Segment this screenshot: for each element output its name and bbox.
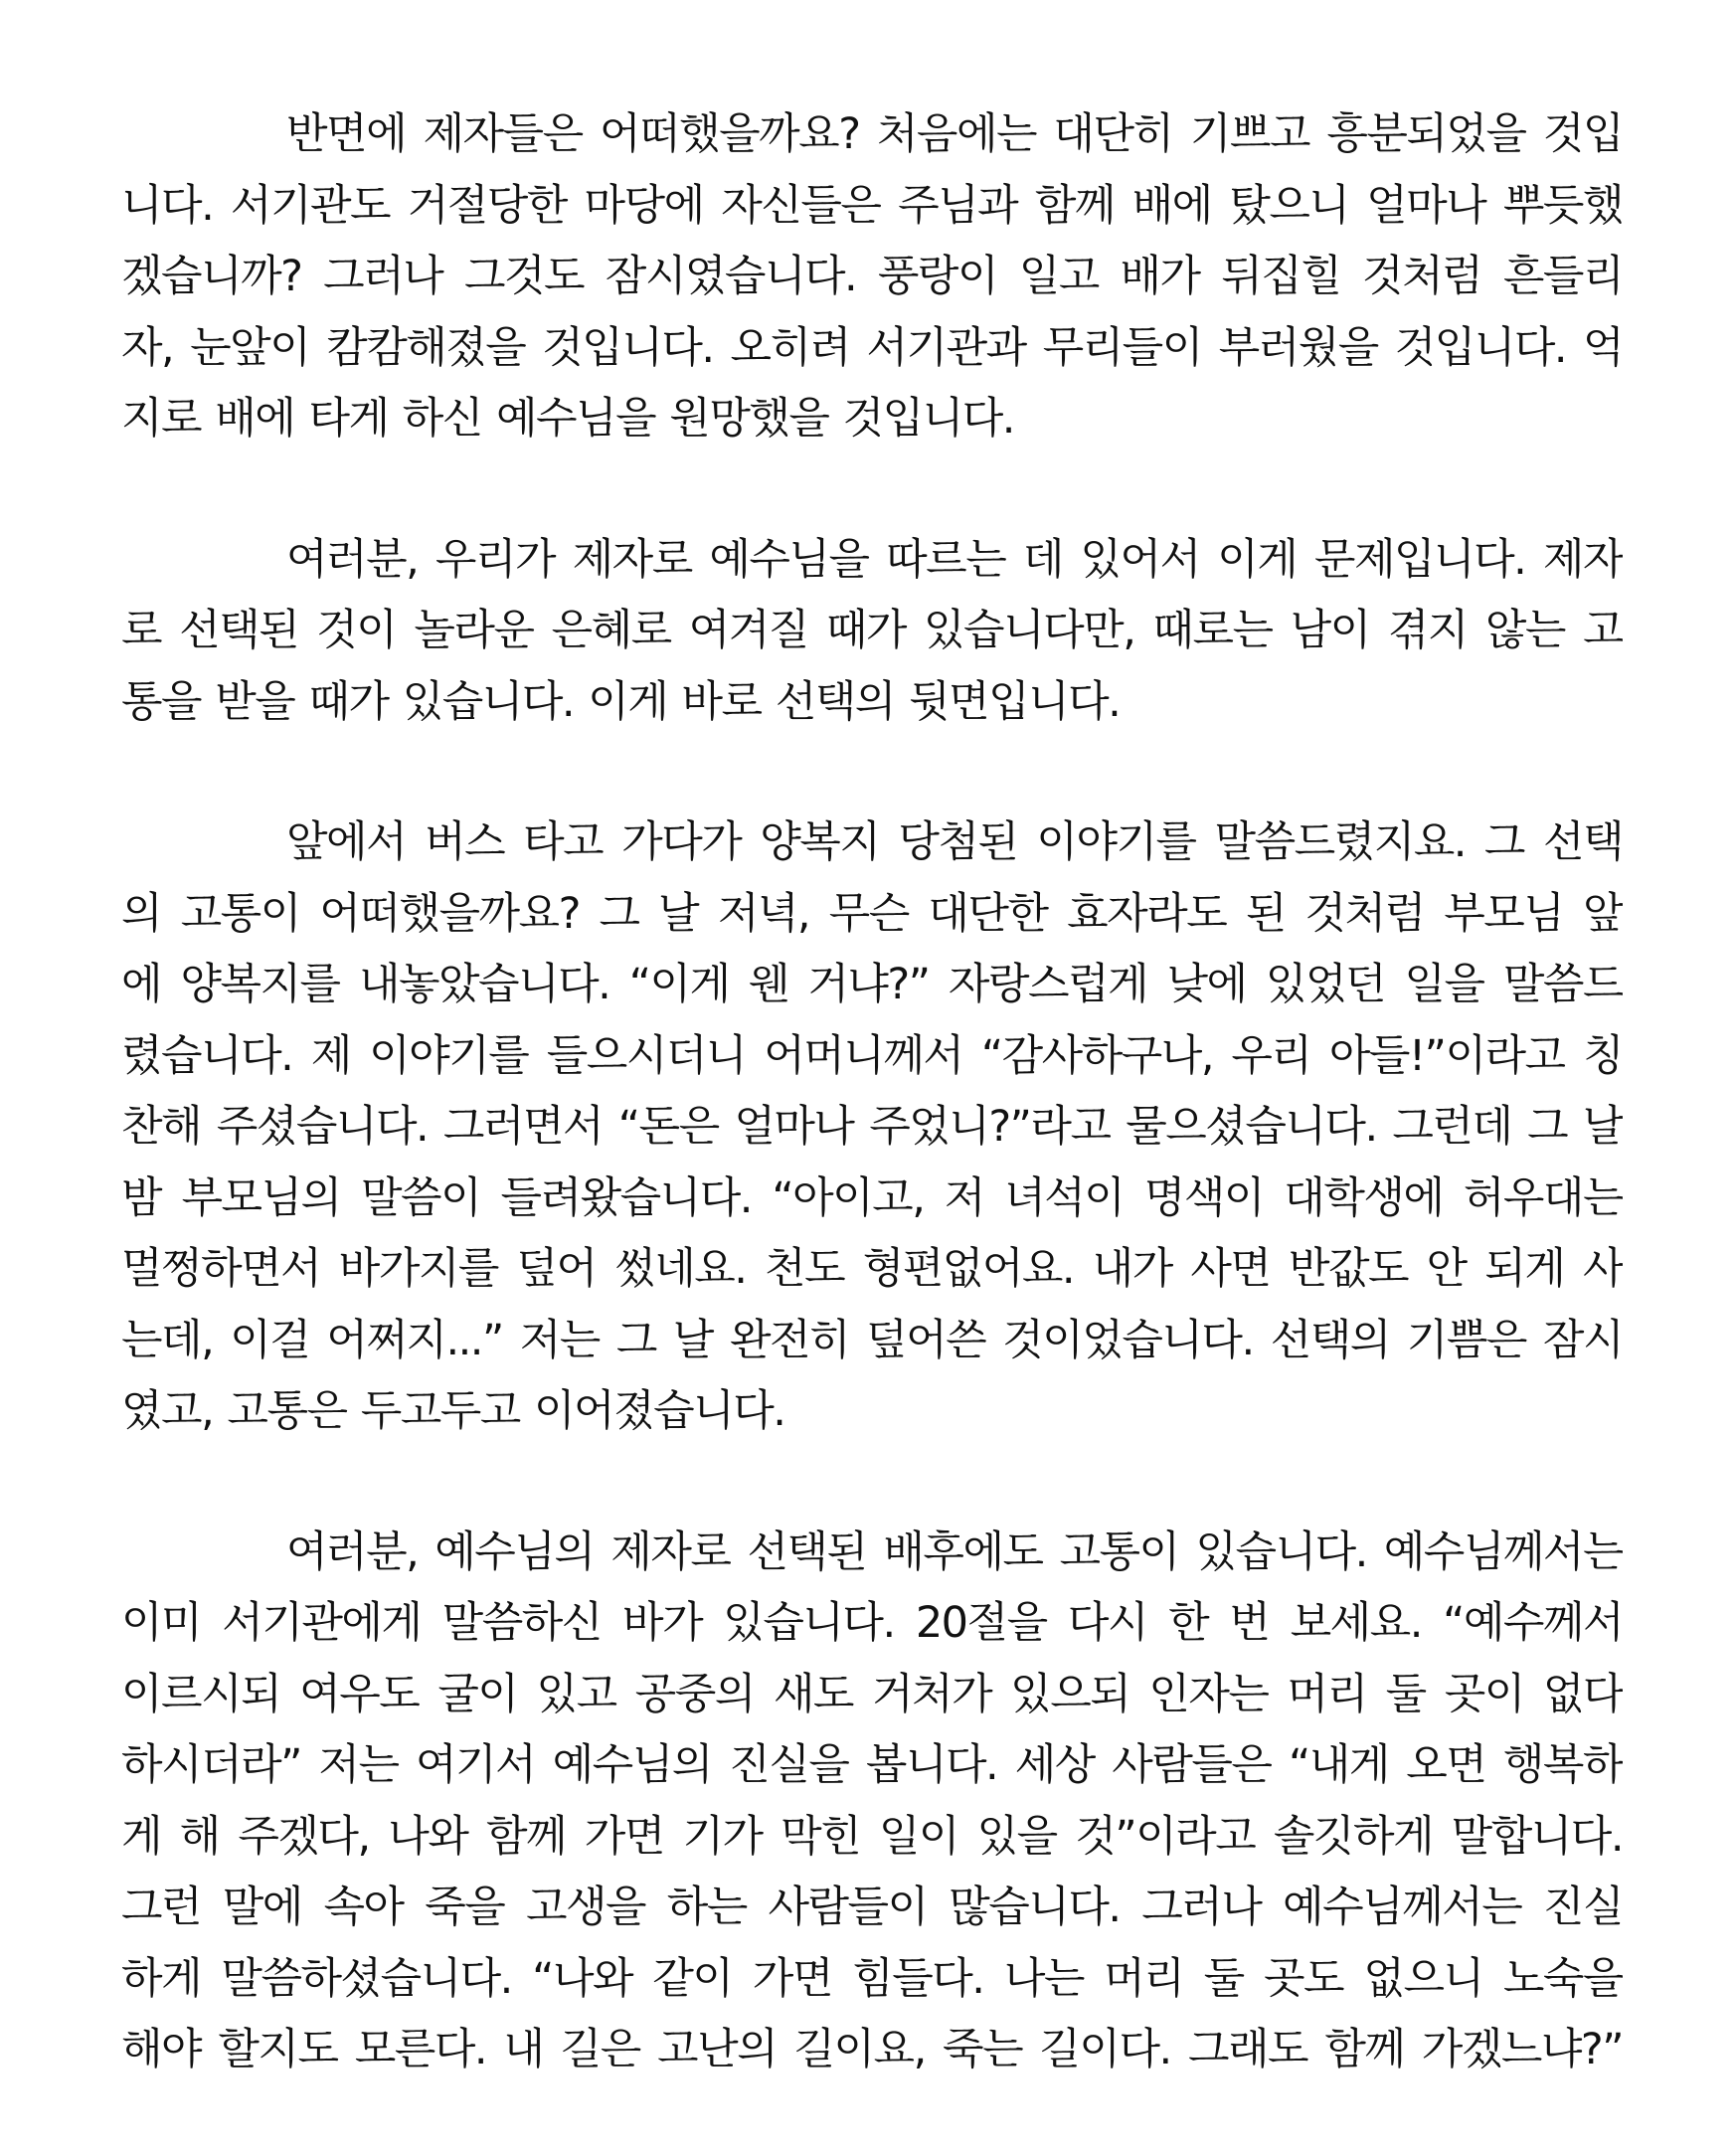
text-line: 여러분, 우리가 제자로 예수님을 따르는 데 있어서 이게 문제입니다. 제자 [286, 534, 1623, 585]
text-line: 였고, 고통은 두고두고 이어졌습니다. [121, 1386, 785, 1436]
text-line: 해야 할지도 모른다. 내 길은 고난의 길이요, 죽는 길이다. 그래도 함께 가겠느냐?” [121, 2025, 1623, 2074]
paragraph [121, 99, 1623, 455]
text-line: 는데, 이걸 어쩌지...” 저는 그 날 완전히 덮어쓴 것이었습니다. 선택의 기쁨은 잠시 [121, 1315, 1623, 1365]
text-line: 의 고통이 어떠했을까요? 그 날 저녁, 무슨 대단한 효자라도 된 것처럼 부모님 앞 [121, 888, 1623, 939]
text-line: 지로 배에 타게 하신 예수님을 원망했을 것입니다. [121, 394, 1014, 444]
text-line: 여러분, 예수님의 제자로 선택된 배후에도 고통이 있습니다. 예수님께서는 [286, 1527, 1623, 1577]
text-line: 렸습니다. 제 이야기를 들으시더니 어머니께서 “감사하구나, 우리 아들!”이라고 칭 [121, 1030, 1623, 1081]
text-line: 이르시되 여우도 굴이 있고 공중의 새도 거처가 있으되 인자는 머리 둘 곳이 없다 [121, 1669, 1623, 1719]
text-line: 게 해 주겠다, 나와 함께 가면 기가 막힌 일이 있을 것”이라고 솔깃하게 말합니다. [121, 1811, 1623, 1862]
text-line: 에 양복지를 내놓았습니다. “이게 웬 거냐?” 자랑스럽게 낮에 있었던 일을 말씀드 [121, 960, 1623, 1009]
text-line: 찬해 주셨습니다. 그러면서 “돈은 얼마나 주었니?”라고 물으셨습니다. 그런데 그 날 [121, 1102, 1623, 1152]
document-page [121, 99, 1623, 2156]
text-line: 자, 눈앞이 캄캄해졌을 것입니다. 오히려 서기관과 무리들이 부러웠을 것입니다. 억 [121, 322, 1623, 373]
text-line: 이미 서기관에게 말씀하신 바가 있습니다. 20절을 다시 한 번 보세요. “예수께서 [121, 1598, 1623, 1648]
paragraph [121, 808, 1623, 1448]
text-line: 니다. 서기관도 거절당한 마당에 자신들은 주님과 함께 배에 탔으니 얼마나 뿌듯했 [121, 180, 1623, 231]
text-line: 반면에 제자들은 어떠했을까요? 처음에는 대단히 기쁘고 흥분되었을 것입 [286, 109, 1623, 159]
text-line: 통을 받을 때가 있습니다. 이게 바로 선택의 뒷면입니다. [121, 676, 1121, 727]
paragraph [121, 525, 1623, 739]
text-line: 로 선택된 것이 놀라운 은혜로 여겨질 때가 있습니다만, 때로는 남이 겪지 않는 고 [121, 606, 1623, 655]
text-line: 멀쩡하면서 바가지를 덮어 썼네요. 천도 형편없어요. 내가 사면 반값도 안 되게 사 [121, 1244, 1623, 1294]
paragraph [121, 1518, 1623, 2086]
text-line: 하게 말씀하셨습니다. “나와 같이 가면 힘들다. 나는 머리 둘 곳도 없으니 노숙을 [121, 1953, 1623, 2004]
text-line: 앞에서 버스 타고 가다가 양복지 당첨된 이야기를 말씀드렸지요. 그 선택 [286, 817, 1623, 867]
text-line: 그런 말에 속아 죽을 고생을 하는 사람들이 많습니다. 그러나 예수님께서는 진실 [121, 1883, 1623, 1932]
text-line: 겠습니까? 그러나 그것도 잠시였습니다. 풍랑이 일고 배가 뒤집힐 것처럼 흔들리 [121, 252, 1623, 301]
text-line: 하시더라” 저는 여기서 예수님의 진실을 봅니다. 세상 사람들은 “내게 오면 행복하 [121, 1740, 1623, 1790]
text-line: 밤 부모님의 말씀이 들려왔습니다. “아이고, 저 녀석이 명색이 대학생에 허우대는 [121, 1172, 1623, 1223]
